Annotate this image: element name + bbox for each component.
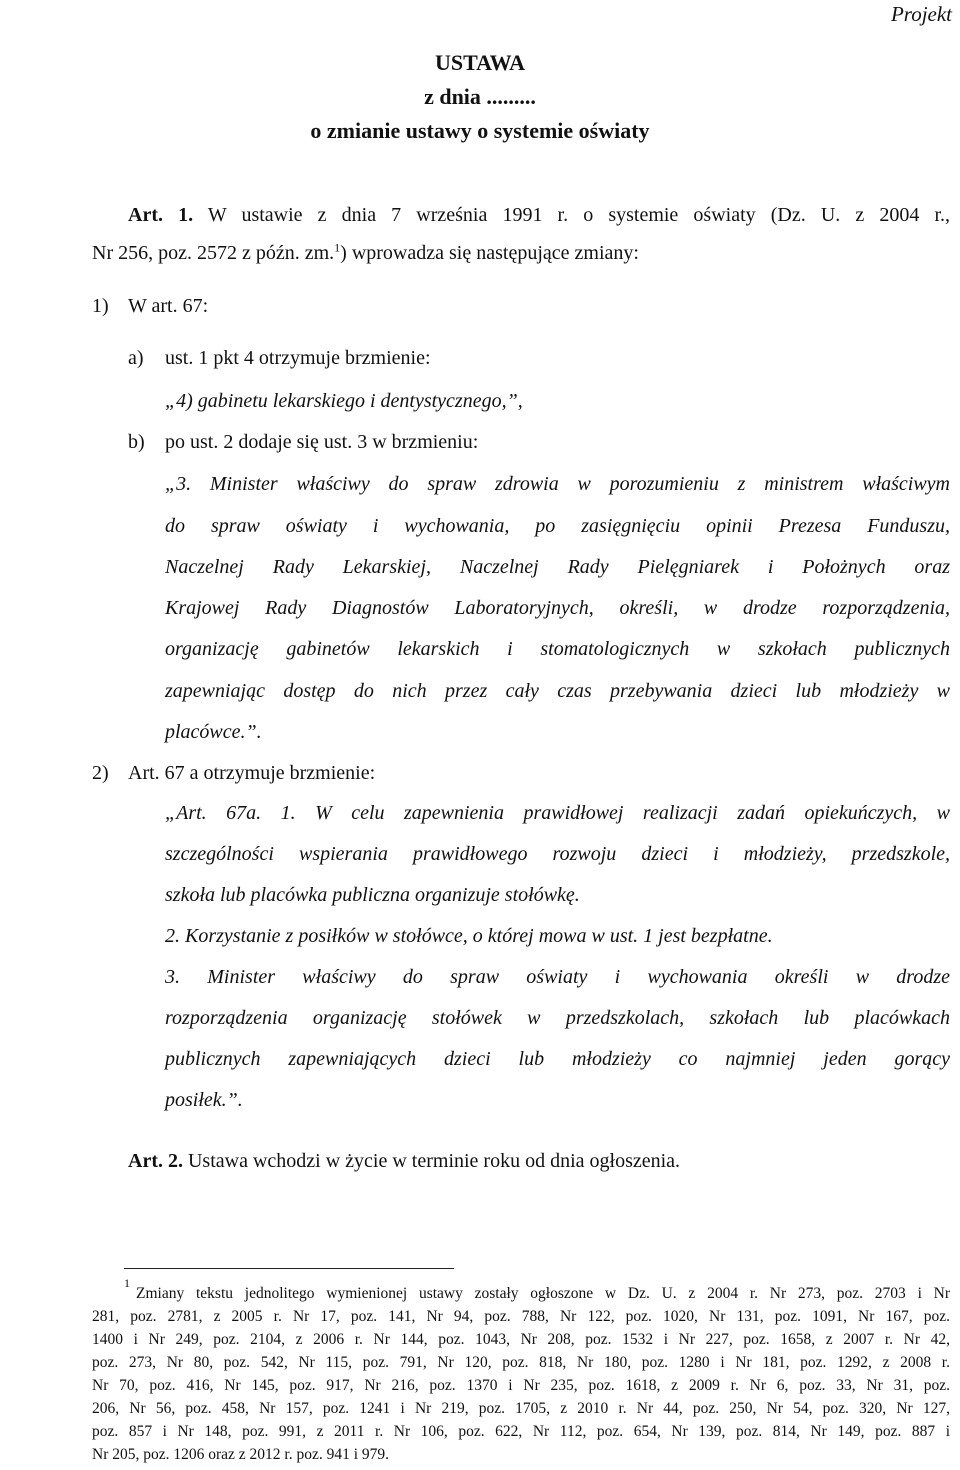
point2-quote-line: 2. Korzystanie z posiłków w stołówce, o której mowa w ust. 1 jest bezpłatne. [165, 925, 773, 947]
point1b-label: b) [128, 431, 145, 453]
point1b-quote-line: organizację gabinetów lekarskich i stomatologicznych w szkołach publicznych [165, 638, 950, 660]
art2-text: Ustawa wchodzi w życie w terminie roku od dnia ogłoszenia. [187, 1150, 681, 1172]
point2-quote-line: szkoła lub placówka publiczna organizuje stołówkę. [165, 884, 580, 906]
art1-line2 [92, 242, 639, 265]
footnote-line: 281, poz. 2781, z 2005 r. Nr 17, poz. 141, Nr 94, poz. 788, Nr 122, poz. 1020, Nr 131, poz. 1091, Nr 167, poz. [92, 1308, 950, 1325]
art1-text-line2-post: ) wprowadza się następujące zmiany: [340, 242, 639, 264]
art2-label: Art. 2. [128, 1150, 183, 1172]
point1a-label: a) [128, 347, 144, 369]
point1b-quote-line: do spraw oświaty i wychowania, po zasięgnięciu opinii Prezesa Funduszu, [165, 515, 950, 537]
point1b-quote-line: Naczelnej Rady Lekarskiej, Naczelnej Rady Pielęgniarek i Położnych oraz [165, 556, 950, 578]
point2-quote-line: szczególności wspierania prawidłowego rozwoju dzieci i młodzieży, przedszkole, [165, 843, 950, 865]
point1b-text: po ust. 2 dodaje się ust. 3 w brzmieniu: [165, 431, 479, 453]
point1-text: W art. 67: [128, 295, 209, 317]
footnote-marker: 1 [124, 1275, 130, 1290]
art1-text-line2-pre: Nr 256, poz. 2572 z późn. zm. [92, 242, 335, 264]
point1b-quote-line: placówce.”. [165, 721, 262, 743]
point2-quote-line: 3. Minister właściwy do spraw oświaty i wychowania określi w drodze [165, 966, 950, 988]
art2-line [128, 1150, 680, 1173]
point1a-text: ust. 1 pkt 4 otrzymuje brzmienie: [165, 347, 431, 369]
footnote-separator [124, 1268, 454, 1269]
footnote-ref[interactable]: 1 [334, 240, 341, 255]
project-label: Projekt [890, 2, 952, 26]
point2-label: 2) [92, 762, 109, 784]
point2-quote-line: publicznych zapewniających dzieci lub młodzieży co najmniej jeden gorący [165, 1048, 950, 1070]
art1-label: Art. 1. [128, 204, 194, 226]
footnote-line: 206, Nr 56, poz. 458, Nr 157, poz. 1241 i Nr 219, poz. 1705, z 2010 r. Nr 44, poz. 250, Nr 54, poz. 320, Nr 127, [92, 1400, 950, 1417]
point2-quote-line: rozporządzenia organizację stołówek w przedszkolach, szkołach lub placówkach [165, 1007, 950, 1029]
footnote-line: poz. 857 i Nr 148, poz. 991, z 2011 r. Nr 106, poz. 622, Nr 112, poz. 654, Nr 139, poz. 814, Nr 149, poz. 887 i [92, 1423, 950, 1440]
point1b-quote-line: „3. Minister właściwy do spraw zdrowia w porozumieniu z ministrem właściwym [165, 473, 950, 495]
point1a-quote: „4) gabinetu lekarskiego i dentystycznego,”, [165, 390, 523, 412]
point2-text: Art. 67 a otrzymuje brzmienie: [128, 762, 376, 784]
document-title: USTAWA [434, 50, 526, 75]
point1b-quote-line: zapewniając dostęp do nich przez cały czas przebywania dzieci lub młodzieży w [165, 680, 950, 702]
footnote-line: 1400 i Nr 249, poz. 2104, z 2006 r. Nr 144, poz. 1043, Nr 208, poz. 1532 i Nr 227, poz. 1658, z 2007 r. Nr 42, [92, 1331, 950, 1348]
point2-quote-line: „Art. 67a. 1. W celu zapewnienia prawidłowej realizacji zadań opiekuńczych, w [165, 802, 950, 824]
point1-label: 1) [92, 295, 109, 317]
footnote-line: Nr 70, poz. 416, Nr 145, poz. 917, Nr 216, poz. 1370 i Nr 235, poz. 1618, z 2009 r. Nr 6, poz. 33, Nr 31, poz. [92, 1377, 950, 1394]
document-date-line: z dnia ......... [424, 84, 536, 109]
art1-line1 [128, 204, 950, 227]
point2-quote-line: posiłek.”. [165, 1089, 243, 1111]
footnote-line: poz. 273, Nr 80, poz. 542, Nr 115, poz. 791, Nr 120, poz. 818, Nr 180, poz. 1280 i Nr 181, poz. 1292, z 2008 r. [92, 1354, 950, 1371]
footnote-line: Zmiany tekstu jednolitego wymienionej ustawy zostały ogłoszone w Dz. U. z 2004 r. Nr 273, poz. 2703 i Nr [136, 1285, 950, 1302]
footnote-line: Nr 205, poz. 1206 oraz z 2012 r. poz. 941 i 979. [92, 1446, 390, 1463]
point1b-quote-line: Krajowej Rady Diagnostów Laboratoryjnych, określi, w drodze rozporządzenia, [165, 597, 950, 619]
art1-text-line1: W ustawie z dnia 7 września 1991 r. o systemie oświaty (Dz. U. z 2004 r., [207, 204, 951, 226]
document-subject: o zmianie ustawy o systemie oświaty [310, 118, 650, 143]
